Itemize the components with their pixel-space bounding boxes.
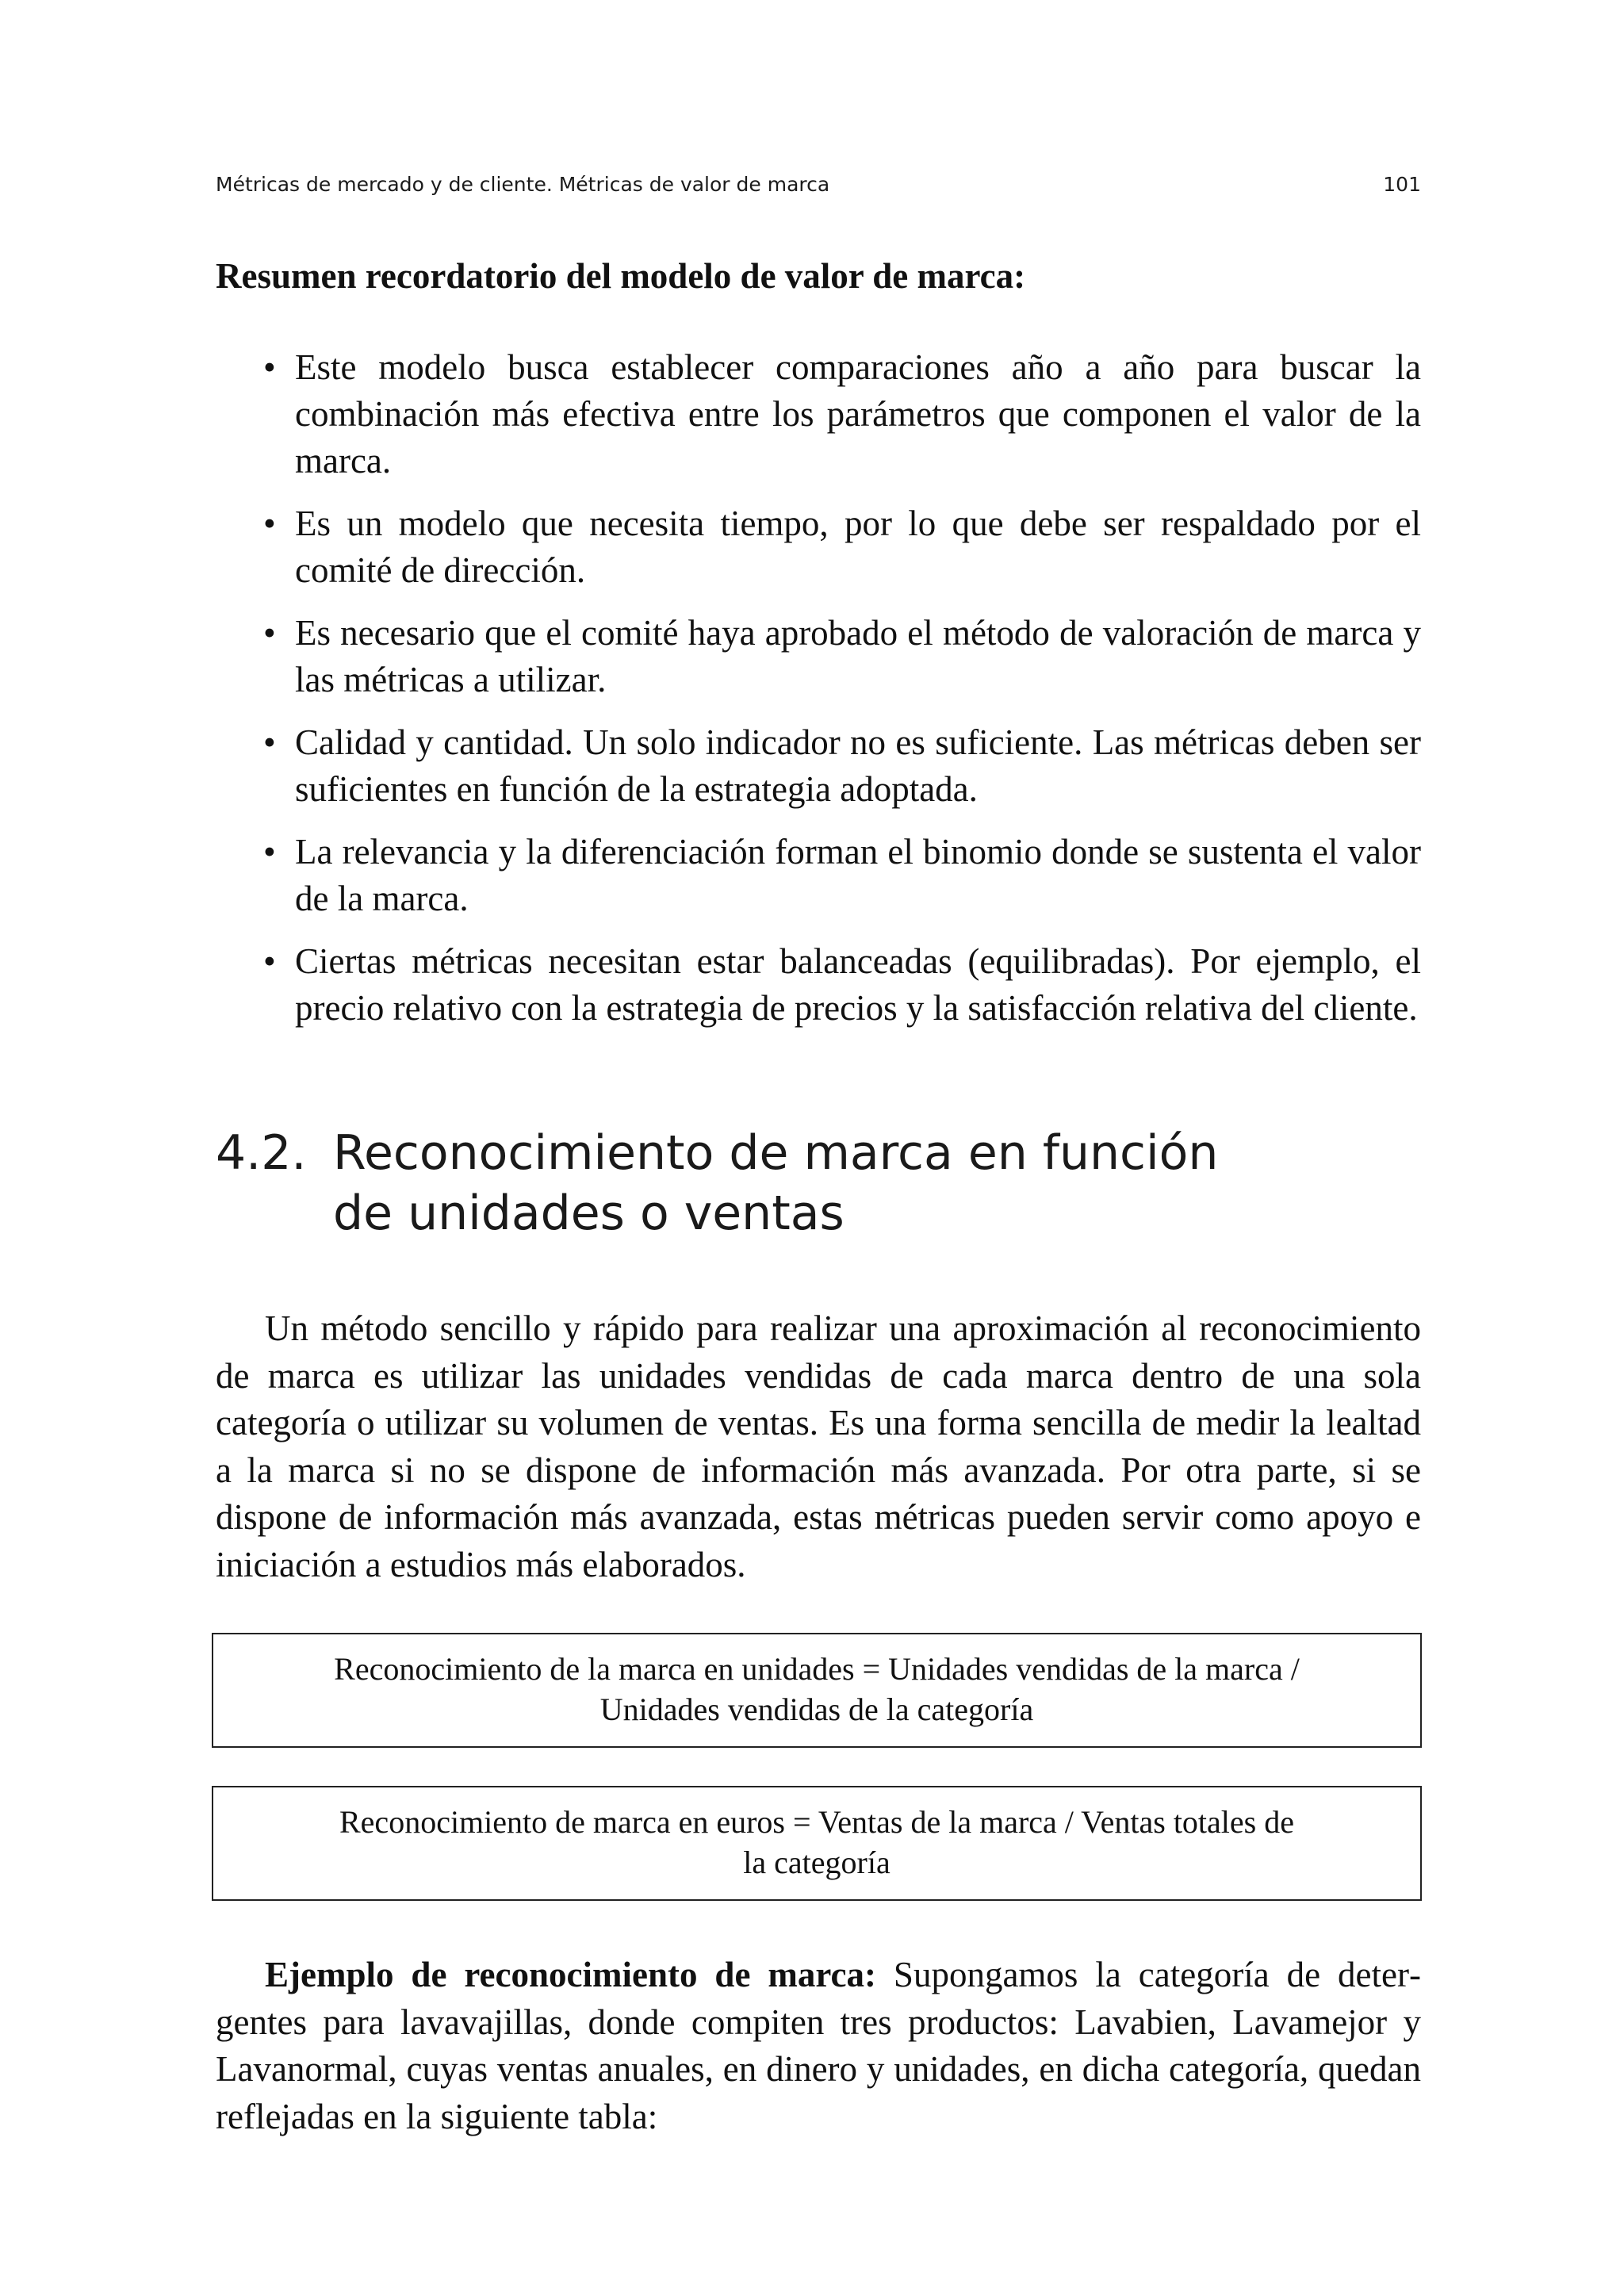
bullet-icon: • <box>263 832 276 872</box>
example-paragraph <box>216 1952 1421 2140</box>
bullet-text: Es necesario que el comité haya aprobado el método de valoración de marca y las métricas a utilizar. <box>295 613 1421 699</box>
bullet-item <box>255 500 1421 594</box>
summary-bullet-list <box>255 344 1421 1048</box>
bullet-item <box>255 344 1421 485</box>
bullet-text: Ciertas métricas necesitan estar balanceadas (equilibradas). Por ejemplo, el precio relativo con la estrategia de precios y la satisfacción relativa del cliente. <box>295 941 1421 1028</box>
bullet-text: Calidad y cantidad. Un solo indicador no es suficiente. Las métricas deben ser suficientes en función de la estrategia adoptada. <box>295 722 1421 809</box>
bullet-item <box>255 610 1421 703</box>
bullet-text: Es un modelo que necesita tiempo, por lo que debe ser respaldado por el comité de dirección. <box>295 504 1421 590</box>
page-number: 101 <box>1383 173 1421 196</box>
bullet-icon: • <box>263 722 276 762</box>
summary-heading: Resumen recordatorio del modelo de valor de marca: <box>216 256 1026 296</box>
section-heading <box>216 1123 1421 1243</box>
bullet-item <box>255 938 1421 1032</box>
example-lead: Ejemplo de reconocimiento de marca: <box>265 1955 876 1994</box>
section-number: 4.2. <box>216 1125 307 1181</box>
body-paragraph: Un método sencillo y rápido para realizar una aproximación al reconocimiento de marca es utilizar las unidades vendidas de cada marca dentro de una sola categoría o utilizar su volumen de ventas. Es una forma sencilla de medir la lealtad a la marca si no se dispone de información más avanzada. Por otra parte, si se dispone de información más avanzada, estas métricas pueden servir como apoyo e iniciación a estudios más elaborados. <box>216 1308 1421 1584</box>
bullet-text: Este modelo busca establecer comparaciones año a año para buscar la combinación más efectiva entre los parámetros que componen el valor de la marca. <box>295 347 1421 481</box>
running-title: Métricas de mercado y de cliente. Métricas de valor de marca <box>216 173 830 196</box>
example-text: Supongamos la categoría de detergentes para lavavajillas, donde compiten tres productos: Lavabien, Lavamejor y Lavanormal, cuyas ventas anuales, en dinero y unidades, en dicha categoría, quedan reflejadas en la siguiente tabla: <box>216 1955 1421 2136</box>
bullet-icon: • <box>263 613 276 653</box>
bullet-item <box>255 719 1421 813</box>
formula-text: Reconocimiento de la marca en unidades = Unidades vendidas de la marca / Unidades vendidas de la categoría <box>334 1651 1300 1727</box>
formula-box-units <box>212 1633 1422 1748</box>
bullet-text: La relevancia y la diferenciación forman el binomio donde se sustenta el valor de la marca. <box>295 832 1421 918</box>
bullet-icon: • <box>263 941 276 981</box>
formula-box-euros <box>212 1786 1422 1901</box>
bullet-icon: • <box>263 347 276 387</box>
running-header <box>216 173 1421 208</box>
bullet-icon: • <box>263 504 276 543</box>
bullet-item <box>255 829 1421 922</box>
section-title: Reconocimiento de marca en función de unidades o ventas <box>333 1125 1219 1241</box>
formula-text: Reconocimiento de marca en euros = Ventas de la marca / Ventas totales de la categoría <box>339 1804 1294 1880</box>
